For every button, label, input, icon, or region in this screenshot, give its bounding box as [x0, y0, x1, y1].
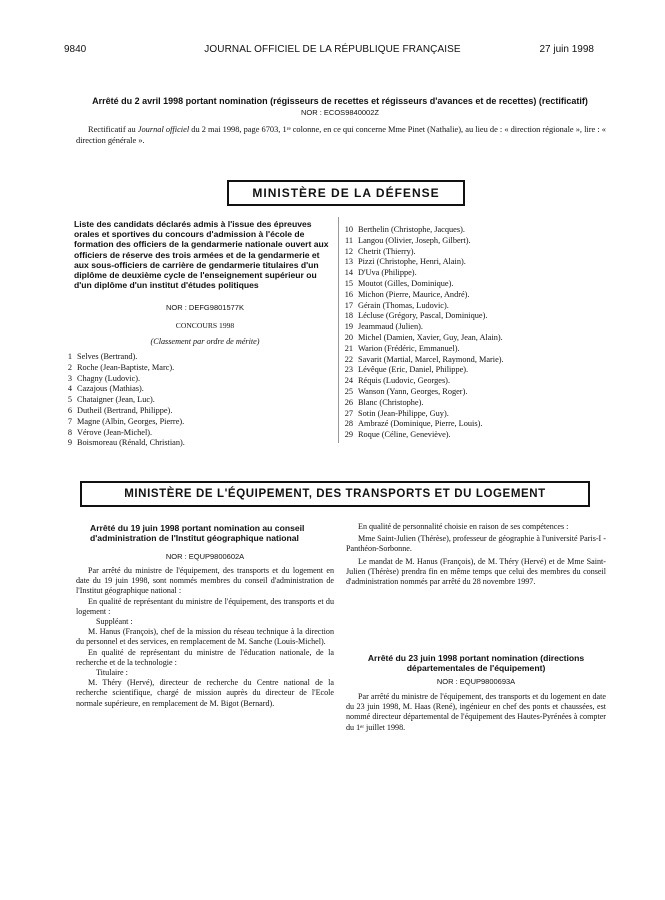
ranking-item: 4 Cazajous (Mathias).	[67, 384, 144, 394]
arrete-19-juin-body-left	[76, 566, 334, 709]
arrete-23-juin-title: Arrêté du 23 juin 1998 portant nomination (directions départementales de l'équipement)	[367, 653, 585, 674]
arrete-rectificatif-title: Arrêté du 2 avril 1998 portant nomination (régisseurs de recettes et régisseurs d'avances et de recettes) (rectificatif)	[92, 96, 588, 106]
arrete-19-juin-body-right	[346, 522, 606, 587]
nor-reference: NOR : EQUP9800693A	[436, 677, 516, 686]
page-number: 9840	[64, 44, 87, 55]
ranking-item: 14 D'Uva (Philippe).	[344, 268, 417, 278]
rectificatif-text: Rectificatif au Journal officiel du 2 mai 1998, page 6703, 1ʳᵉ colonne, en ce qui concerne Mme Pinet (Nathalie), au lieu de : « direction régionale », lire : « direction générale ».	[76, 125, 606, 145]
paragraph: En qualité de personnalité choisie en raison de ses compétences :	[358, 522, 569, 531]
ranking-item: 17 Gérain (Thomas, Ludovic).	[344, 300, 449, 310]
ranking-item: 22 Savarit (Martial, Marcel, Raymond, Marie).	[344, 354, 504, 364]
ranking-list-left	[56, 352, 185, 449]
ranking-item: 28 Ambrazé (Dominique, Pierre, Louis).	[344, 419, 483, 429]
ranking-item: 15 Moutot (Gilles, Dominique).	[344, 278, 454, 288]
ranking-item: 27 Sotin (Jean-Philippe, Guy).	[344, 408, 449, 418]
journal-title: JOURNAL OFFICIEL DE LA RÉPUBLIQUE FRANÇAISE	[204, 44, 461, 55]
ranking-item: 6 Dutheil (Bertrand, Philippe).	[67, 405, 173, 415]
ministry-equipement-heading: MINISTÈRE DE L'ÉQUIPEMENT, DES TRANSPORTS ET DU LOGEMENT	[80, 481, 590, 507]
nor-reference: NOR : EQUP9800602A	[165, 552, 245, 561]
ranking-item: 13 Pizzi (Christophe, Henri, Alain).	[344, 257, 466, 267]
issue-date: 27 juin 1998	[539, 44, 594, 55]
ranking-item: 10 Berthelin (Christophe, Jacques).	[344, 225, 465, 234]
ranking-item: 8 Vérove (Jean-Michel).	[67, 427, 153, 437]
paragraph: M. Théry (Hervé), directeur de recherche du Centre national de la recherche scientifique, chargé de mission auprès du directeur de l'Ecole normale supérieure, en remplacement de M. Bigot (Bernard).	[76, 678, 334, 708]
ranking-item: 3 Chagny (Ludovic).	[67, 373, 141, 383]
ranking-list-right	[337, 225, 504, 441]
suppleant-label: Suppléant :	[96, 617, 133, 627]
candidates-list-intro: Liste des candidats déclarés admis à l'issue des épreuves orales et sportives du concours d'admission à l'école de formation des officiers de la gendarmerie nationale ouvert aux officiers de réserve des trois armées et de la gendarmerie et aux sous-officiers de carrière de gendarmerie titulaires d'un diplôme de deuxième cycle de l'enseignement supérieur ou d'un diplôme d'un institut d'études politiques	[74, 219, 329, 291]
arrete-19-juin-title: Arrêté du 19 juin 1998 portant nomination au conseil d'administration de l'Institut géographique national	[90, 523, 305, 543]
titulaire-label: Titulaire :	[96, 668, 128, 678]
nor-reference: NOR : ECOS9840002Z	[301, 108, 379, 117]
ranking-item: 11 Langou (Olivier, Joseph, Gilbert).	[345, 235, 471, 245]
ranking-item: 21 Warion (Frédéric, Emmanuel).	[344, 343, 460, 353]
ranking-item: 12 Chetrit (Thierry).	[344, 246, 416, 256]
ranking-item: 25 Wanson (Yann, Georges, Roger).	[344, 386, 468, 396]
ranking-item: 1 Selves (Bertrand).	[67, 352, 138, 361]
arrete-23-juin-body: Par arrêté du ministre de l'équipement, des transports et du logement en date du 23 juin 1998, M. Haas (René), ingénieur en chef des ponts et chaussées, est nommé directeur départemental de l'équipement des Hautes-Pyrénées à compter du 1ᵉʳ juillet 1998.	[346, 692, 606, 732]
paragraph: Par arrêté du ministre de l'équipement, des transports et du logement en date du 19 juin 1998, sont nommés membres du conseil d'administration de l'Institut géographique national :	[76, 566, 334, 596]
ranking-item: 2 Roche (Jean-Baptiste, Marc).	[67, 362, 175, 372]
concours-label: CONCOURS 1998	[175, 321, 235, 330]
ranking-item: 9 Boismoreau (Rénald, Christian).	[67, 438, 185, 448]
ranking-item: 24 Réquis (Ludovic, Georges).	[344, 376, 451, 386]
ranking-item: 7 Magne (Albin, Georges, Pierre).	[67, 416, 185, 426]
ranking-item: 20 Michel (Damien, Xavier, Guy, Jean, Alain).	[344, 332, 503, 342]
nor-reference: NOR : DEFG9801577K	[166, 303, 244, 312]
ranking-item: 23 Lévêque (Eric, Daniel, Philippe).	[344, 365, 469, 375]
paragraph: Mme Saint-Julien (Thérèse), professeur de géographie à l'université Paris-I - Panthéon-Sorbonne.	[346, 534, 606, 554]
ministry-defense-heading: MINISTÈRE DE LA DÉFENSE	[227, 180, 465, 206]
paragraph: Le mandat de M. Hanus (François), de M. Théry (Hervé) et de Mme Saint-Julien (Thérèse) prendra fin en même temps que celui des membres du conseil d'administration nommés par arrêté du 28 novembre 1997.	[346, 556, 606, 587]
paragraph: En qualité de représentant du ministre de l'éducation nationale, de la recherche et de la technologie :	[76, 647, 334, 667]
ranking-item: 19 Jeammaud (Julien).	[344, 322, 423, 332]
paragraph: En qualité de représentant du ministre de l'équipement, des transports et du logement :	[76, 596, 334, 616]
ranking-item: 26 Blanc (Christophe).	[344, 397, 424, 407]
ranking-item: 5 Chataigner (Jean, Luc).	[67, 395, 155, 405]
classement-label: (Classement par ordre de mérite)	[150, 337, 260, 346]
paragraph: M. Hanus (François), chef de la mission du réseau technique à la direction du personnel et des services, en remplacement de M. Sanche (Louis-Michel).	[76, 627, 334, 647]
ranking-item: 18 Lécluse (Grégory, Pascal, Dominique).	[344, 311, 488, 321]
ranking-item: 16 Michon (Pierre, Maurice, André).	[344, 289, 470, 299]
ranking-item: 29 Roque (Céline, Geneviève).	[344, 430, 451, 440]
